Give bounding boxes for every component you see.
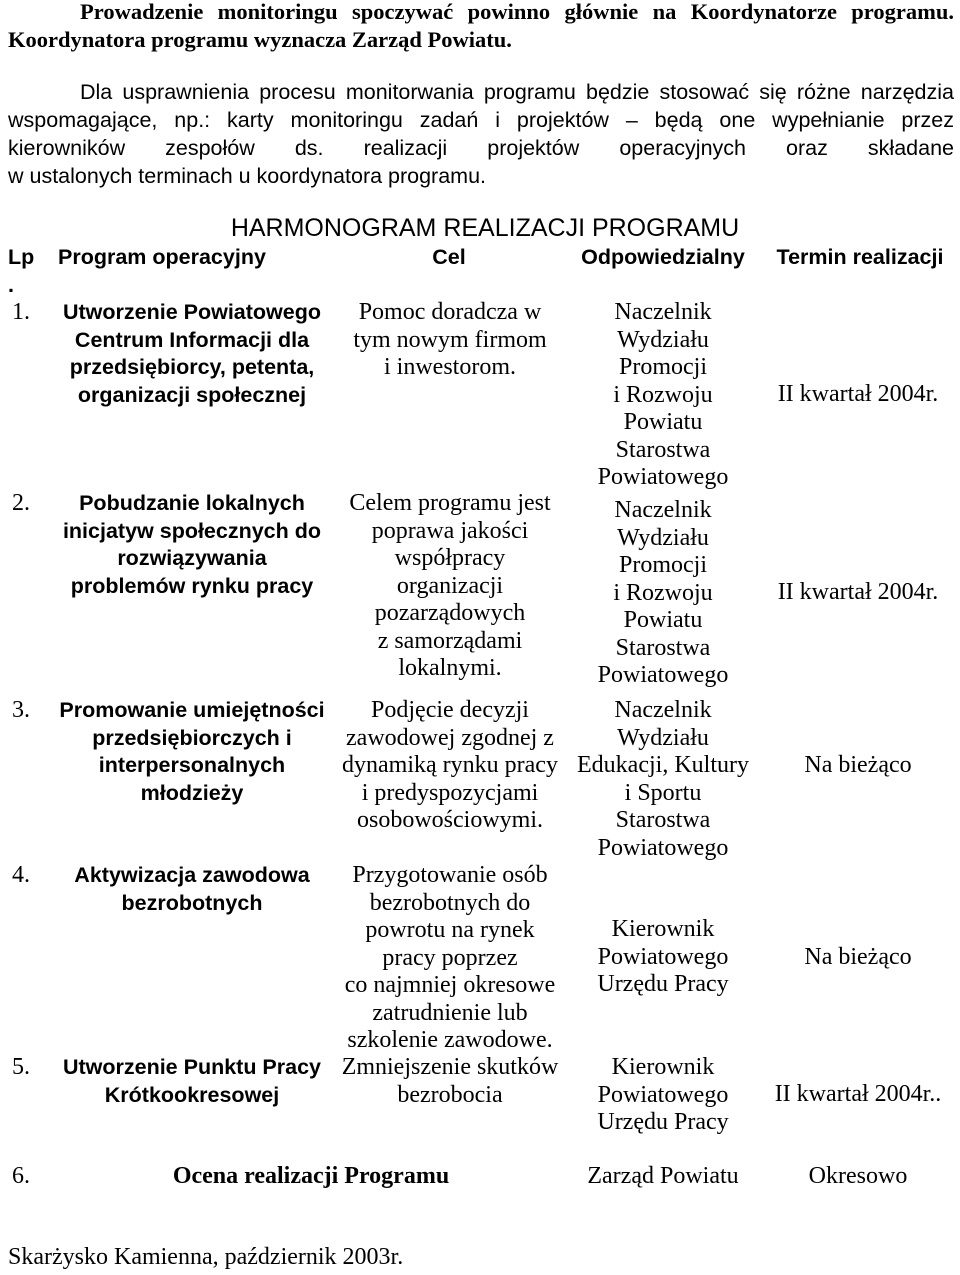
place-date-footer: Skarżysko Kamienna, październik 2003r. [8, 1244, 404, 1270]
deadline-cell: II kwartał 2004r. [777, 579, 939, 605]
responsible-cell: Kierownik Powiatowego Urzędu Pracy [597, 916, 729, 997]
monitoring-responsibility-paragraph [8, 0, 954, 54]
responsible-cell: Naczelnik Wydziału Promocji i Rozwoju Powiatu Starostwa Powiatowego [597, 497, 729, 688]
goal-cell: Zmniejszenie skutków bezrobocia [341, 1054, 559, 1108]
program-cell: Promowanie umiejętności przedsiębiorczych i interpersonalnych młodzieży [59, 698, 325, 805]
paragraph-line: w ustalonych terminach u koordynatora programu. [8, 164, 487, 188]
monitoring-tools-paragraph [8, 78, 954, 190]
responsible-cell: Naczelnik Wydziału Promocji i Rozwoju Powiatu Starostwa Powiatowego [597, 299, 729, 490]
program-cell: Pobudzanie lokalnych inicjatyw społecznych do rozwiązywania problemów rynku pracy [62, 491, 322, 598]
responsible-cell: Kierownik Powiatowego Urzędu Pracy [597, 1054, 729, 1135]
deadline-cell: Okresowo [808, 1163, 908, 1189]
program-cell: Aktywizacja zawodowa bezrobotnych [74, 863, 310, 915]
row-number: 4. [12, 862, 30, 888]
row-number: 2. [12, 490, 30, 516]
row-number: 6. [12, 1163, 30, 1189]
paragraph-line: wspomagające, np.: karty monitoringu zadań i projektów – będą one wypełnianie przez [8, 108, 954, 132]
row-number: 3. [12, 697, 30, 723]
paragraph-line: kierowników zespołów ds. realizacji projektów operacyjnych oraz składane [8, 136, 954, 160]
goal-cell: Celem programu jest poprawa jakości współpracy organizacji pozarządowych z samorządami lokalnymi. [349, 490, 551, 681]
responsible-cell: Zarząd Powiatu [587, 1163, 739, 1189]
goal-cell: Podjęcie decyzji zawodowej zgodnej z dynamiką rynku pracy i predyspozycjami osobowościowymi. [342, 697, 558, 833]
deadline-cell: II kwartał 2004r.. [774, 1081, 942, 1107]
paragraph-line: Prowadzenie monitoringu spoczywać powinno głównie na Koordynatorze programu. [80, 0, 954, 24]
program-cell: Utworzenie Punktu Pracy Krótkookresowej [62, 1055, 322, 1107]
header-goal: Cel [432, 245, 466, 269]
goal-cell: Pomoc doradcza w tym nowym firmom i inwestorom. [353, 299, 547, 380]
header-responsible: Odpowiedzialny [581, 245, 745, 269]
deadline-cell: Na bieżąco [804, 944, 912, 970]
program-cell: Utworzenie Powiatowego Centrum Informacji dla przedsiębiorcy, petenta, organizacji społecznej [62, 300, 322, 407]
paragraph-line: Dla usprawnienia procesu monitorwania programu będzie stosować się różne narzędzia [80, 80, 954, 104]
paragraph-line: Koordynatora programu wyznacza Zarząd Powiatu. [8, 27, 512, 52]
header-program: Program operacyjny [58, 245, 266, 269]
header-deadline: Termin realizacji [776, 245, 944, 269]
goal-cell: Przygotowanie osób bezrobotnych do powrotu na rynek pracy poprzez co najmniej okresowe zatrudnienie lub szkolenie zawodowe. [344, 862, 556, 1053]
row-number: 5. [12, 1054, 30, 1080]
deadline-cell: II kwartał 2004r. [777, 381, 939, 407]
row-number: 1. [12, 299, 30, 325]
program-cell: Ocena realizacji Programu [172, 1163, 450, 1189]
deadline-cell: Na bieżąco [804, 752, 912, 778]
schedule-title: HARMONOGRAM REALIZACJI PROGRAMU [230, 214, 740, 242]
header-lp: Lp . [8, 245, 35, 297]
responsible-cell: Naczelnik Wydziału Edukacji, Kultury i Sportu Starostwa Powiatowego [577, 697, 749, 861]
